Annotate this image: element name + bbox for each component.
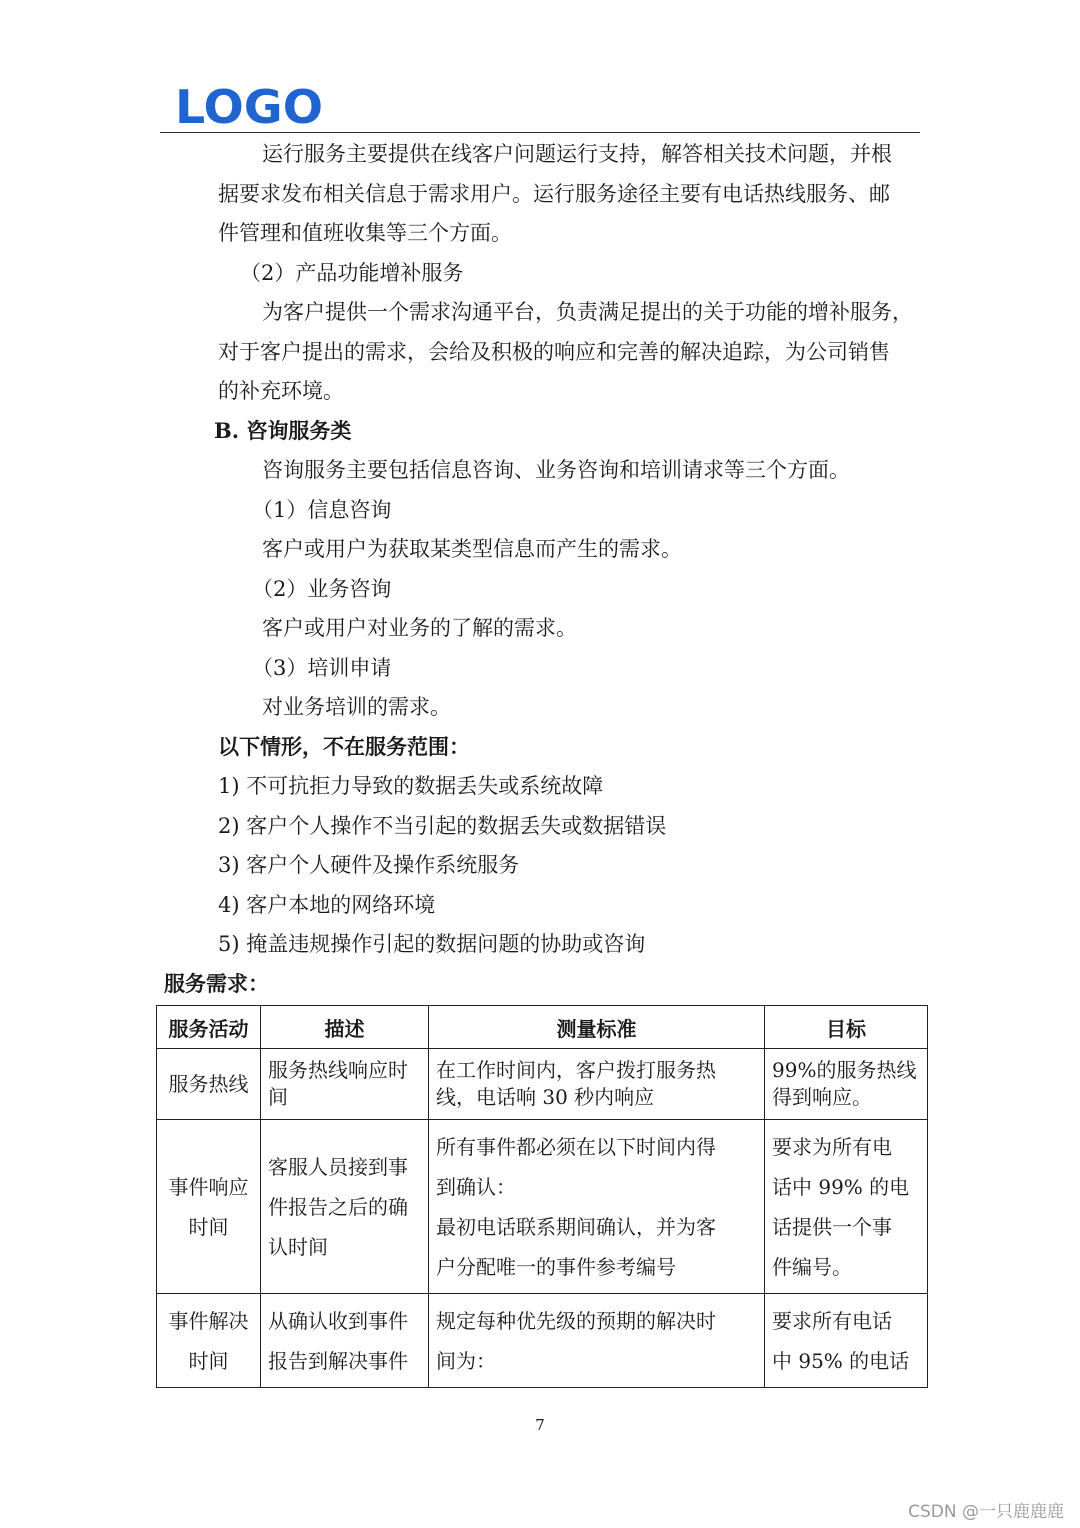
paragraph-line: 对于客户提出的需求，会给及积极的响应和完善的解决追踪，为公司销售 — [218, 340, 890, 364]
cell-line: 报告到解决事件 — [268, 1348, 408, 1373]
cell-line: 客服人员接到事 — [268, 1154, 408, 1179]
cell-line: 户分配唯一的事件参考编号 — [436, 1254, 676, 1279]
exclusion-item: 3) 客户个人硬件及操作系统服务 — [218, 853, 520, 877]
cell-line: 时间 — [188, 1348, 229, 1373]
paragraph-line: 为客户提供一个需求沟通平台，负责满足提出的关于功能的增补服务， — [262, 300, 913, 324]
cell-line: 事件响应 — [168, 1174, 249, 1199]
header-activity: 服务活动 — [157, 1006, 261, 1049]
description-cell — [261, 1294, 429, 1388]
standard-cell — [429, 1294, 765, 1388]
header-standard: 测量标准 — [429, 1006, 765, 1049]
cell-line: 话提供一个事 — [772, 1214, 892, 1239]
cell-line: 话中 99% 的电 — [772, 1174, 910, 1199]
cell-line: 间为： — [436, 1348, 496, 1373]
cell-line: 服务热线响应时 — [268, 1058, 408, 1082]
cell-line: 服务热线 — [168, 1071, 249, 1096]
table-row — [157, 1049, 928, 1120]
standard-cell — [429, 1049, 765, 1120]
header-description: 描述 — [261, 1006, 429, 1049]
paragraph-line: 客户或用户为获取某类型信息而产生的需求。 — [262, 537, 682, 561]
exclusion-item: 2) 客户个人操作不当引起的数据丢失或数据错误 — [218, 814, 667, 838]
cell-line: 线，电话响 30 秒内响应 — [436, 1085, 655, 1109]
subsection-heading: （2）产品功能增补服务 — [240, 261, 464, 285]
description-cell — [261, 1120, 429, 1294]
cell-line: 时间 — [188, 1214, 229, 1239]
paragraph-line: 对业务培训的需求。 — [262, 695, 451, 719]
cell-line: 要求为所有电 — [772, 1134, 892, 1159]
cell-line: 要求所有电话 — [772, 1308, 892, 1333]
section-heading: B. 咨询服务类 — [214, 418, 352, 443]
exclusion-item: 1) 不可抗拒力导致的数据丢失或系统故障 — [218, 774, 604, 798]
cell-line: 认时间 — [268, 1234, 328, 1259]
cell-line: 事件解决 — [168, 1308, 249, 1333]
cell-line: 件报告之后的确 — [268, 1194, 408, 1219]
header-target: 目标 — [765, 1006, 928, 1049]
service-table — [156, 1005, 928, 1388]
standard-cell — [429, 1120, 765, 1294]
exclusions-heading: 以下情形，不在服务范围： — [218, 734, 470, 759]
table-row — [157, 1120, 928, 1294]
target-cell — [765, 1294, 928, 1388]
header-rule — [160, 132, 920, 133]
cell-line: 件编号。 — [772, 1254, 852, 1279]
page-number: 7 — [535, 1416, 545, 1434]
cell-line: 在工作时间内，客户拨打服务热 — [436, 1058, 716, 1082]
cell-line: 从确认收到事件 — [268, 1308, 408, 1333]
cell-line: 间 — [268, 1085, 288, 1109]
subsection-heading: （1）信息咨询 — [252, 498, 392, 522]
table-row — [157, 1294, 928, 1388]
exclusion-item: 5) 掩盖违规操作引起的数据问题的协助或咨询 — [218, 932, 646, 956]
cell-line: 所有事件都必须在以下时间内得 — [436, 1134, 716, 1159]
paragraph-line: 件管理和值班收集等三个方面。 — [218, 221, 512, 245]
paragraph-line: 的补充环境。 — [218, 379, 344, 403]
subsection-heading: （3）培训申请 — [252, 656, 392, 680]
cell-line: 到确认： — [436, 1174, 516, 1199]
cell-line: 99%的服务热线 — [772, 1058, 917, 1082]
cell-line: 中 95% 的电话 — [772, 1348, 910, 1373]
paragraph-line: 据要求发布相关信息于需求用户。运行服务途径主要有电话热线服务、邮 — [218, 182, 890, 206]
description-cell — [261, 1049, 429, 1120]
paragraph-line: 运行服务主要提供在线客户问题运行支持，解答相关技术问题，并根 — [262, 142, 892, 166]
logo-text: LOGO — [175, 86, 323, 126]
watermark: CSDN @一只鹿鹿鹿 — [908, 1502, 1064, 1522]
cell-line: 得到响应。 — [772, 1085, 872, 1109]
cell-line: 规定每种优先级的预期的解决时 — [436, 1308, 716, 1333]
cell-line: 最初电话联系期间确认，并为客 — [436, 1214, 716, 1239]
target-cell — [765, 1120, 928, 1294]
activity-cell — [157, 1294, 261, 1388]
activity-cell — [157, 1120, 261, 1294]
table-header-row — [157, 1006, 928, 1049]
paragraph-line: 客户或用户对业务的了解的需求。 — [262, 616, 577, 640]
paragraph-line: 咨询服务主要包括信息咨询、业务咨询和培训请求等三个方面。 — [262, 458, 850, 482]
subsection-heading: （2）业务咨询 — [252, 577, 392, 601]
exclusion-item: 4) 客户本地的网络环境 — [218, 893, 436, 917]
activity-cell — [157, 1049, 261, 1120]
service-requirements-heading: 服务需求： — [164, 971, 269, 996]
logo — [175, 86, 325, 126]
target-cell — [765, 1049, 928, 1120]
